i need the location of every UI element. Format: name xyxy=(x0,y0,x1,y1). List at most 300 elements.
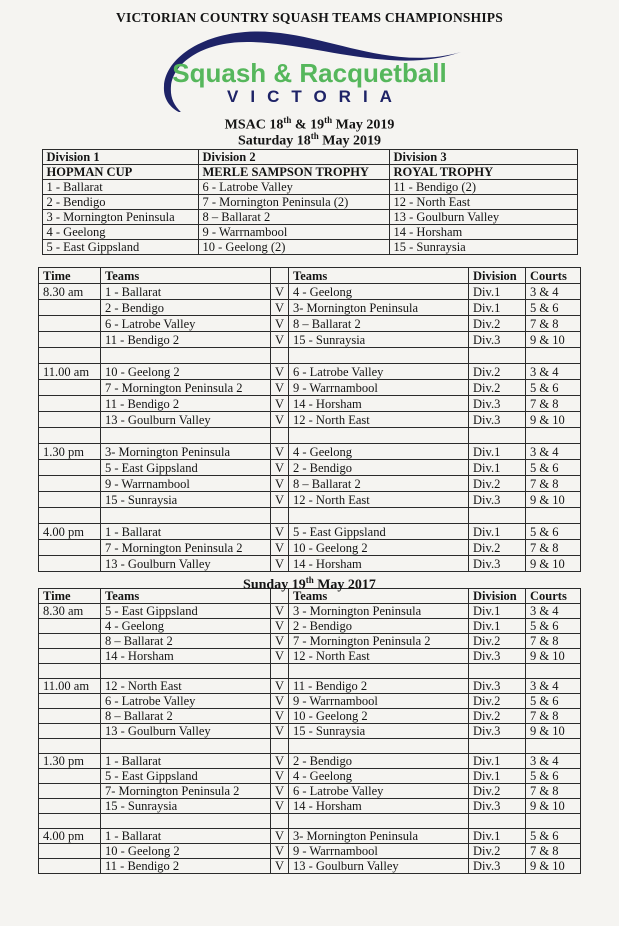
courts-cell: 7 & 8 xyxy=(526,844,581,859)
sunday-heading xyxy=(0,572,619,593)
team-name-cell: 1 - Ballarat xyxy=(42,180,198,195)
divisions-table xyxy=(42,149,578,255)
versus-cell: V xyxy=(271,460,289,476)
versus-cell: V xyxy=(271,524,289,540)
team-name-cell: 7 - Mornington Peninsula (2) xyxy=(198,195,389,210)
time-cell: 8.30 am xyxy=(39,604,101,619)
empty-cell xyxy=(469,814,526,829)
empty-cell xyxy=(289,348,469,364)
division-cell: Div.3 xyxy=(469,724,526,739)
courts-cell: 7 & 8 xyxy=(526,316,581,332)
division-cell: Div.1 xyxy=(469,524,526,540)
column-header-cell: Teams xyxy=(101,268,271,284)
division-cell: Div.3 xyxy=(469,396,526,412)
time-cell xyxy=(39,634,101,649)
versus-cell: V xyxy=(271,364,289,380)
courts-cell: 9 & 10 xyxy=(526,412,581,428)
time-cell xyxy=(39,380,101,396)
division-cell: Div.3 xyxy=(469,332,526,348)
sunday-heading-text: May 2017 xyxy=(313,577,376,593)
team2-cell: 2 - Bendigo xyxy=(289,754,469,769)
team1-cell: 9 - Warrnambool xyxy=(101,476,271,492)
courts-cell: 3 & 4 xyxy=(526,444,581,460)
empty-cell xyxy=(101,814,271,829)
division-cell: Div.1 xyxy=(469,829,526,844)
team-name-cell: 3 - Mornington Peninsula xyxy=(42,210,198,225)
match-row xyxy=(39,634,581,649)
courts-cell: 9 & 10 xyxy=(526,556,581,572)
versus-cell: V xyxy=(271,284,289,300)
team-name-cell: 5 - East Gippsland xyxy=(42,240,198,255)
division-cell: Div.1 xyxy=(469,444,526,460)
team1-cell: 13 - Goulburn Valley xyxy=(101,556,271,572)
match-row xyxy=(39,476,581,492)
team2-cell: 10 - Geelong 2 xyxy=(289,540,469,556)
courts-cell: 5 & 6 xyxy=(526,380,581,396)
empty-cell xyxy=(271,508,289,524)
team2-cell: 14 - Horsham xyxy=(289,799,469,814)
column-header-cell: Courts xyxy=(526,268,581,284)
empty-cell xyxy=(39,814,101,829)
venue-date-line xyxy=(0,112,619,133)
saturday-heading xyxy=(0,128,619,149)
team2-cell: 8 – Ballarat 2 xyxy=(289,316,469,332)
team1-cell: 10 - Geelong 2 xyxy=(101,364,271,380)
versus-cell: V xyxy=(271,649,289,664)
time-cell xyxy=(39,300,101,316)
division-cell: Div.2 xyxy=(469,709,526,724)
team1-cell: 6 - Latrobe Valley xyxy=(101,316,271,332)
team2-cell: 2 - Bendigo xyxy=(289,460,469,476)
sunday-heading-text: Sunday 19 xyxy=(243,577,306,593)
versus-cell: V xyxy=(271,604,289,619)
versus-cell: V xyxy=(271,492,289,508)
empty-cell xyxy=(271,814,289,829)
team1-cell: 10 - Geelong 2 xyxy=(101,844,271,859)
saturday-heading-text: May 2019 xyxy=(318,133,381,149)
saturday-schedule-table xyxy=(38,267,581,572)
team2-cell: 4 - Geelong xyxy=(289,769,469,784)
team1-cell: 5 - East Gippsland xyxy=(101,460,271,476)
empty-cell xyxy=(526,428,581,444)
versus-cell: V xyxy=(271,300,289,316)
versus-cell: V xyxy=(271,380,289,396)
courts-cell: 3 & 4 xyxy=(526,679,581,694)
division-name-cell: Division 1 xyxy=(42,150,198,165)
time-cell xyxy=(39,769,101,784)
time-cell xyxy=(39,799,101,814)
empty-cell xyxy=(469,348,526,364)
versus-cell: V xyxy=(271,540,289,556)
empty-cell xyxy=(101,664,271,679)
time-cell xyxy=(39,724,101,739)
courts-cell: 5 & 6 xyxy=(526,460,581,476)
time-cell: 4.00 pm xyxy=(39,829,101,844)
courts-cell: 5 & 6 xyxy=(526,300,581,316)
division-cell: Div.2 xyxy=(469,540,526,556)
team2-cell: 11 - Bendigo 2 xyxy=(289,679,469,694)
empty-cell xyxy=(101,508,271,524)
empty-cell xyxy=(271,428,289,444)
squash-racquetball-victoria-logo xyxy=(145,26,475,112)
versus-cell: V xyxy=(271,476,289,492)
team1-cell: 12 - North East xyxy=(101,679,271,694)
time-cell xyxy=(39,649,101,664)
empty-cell xyxy=(526,739,581,754)
team-name-cell: 15 - Sunraysia xyxy=(389,240,577,255)
team1-cell: 6 - Latrobe Valley xyxy=(101,694,271,709)
time-cell: 1.30 pm xyxy=(39,754,101,769)
column-header-cell xyxy=(271,268,289,284)
spacer-row xyxy=(39,348,581,364)
empty-cell xyxy=(39,428,101,444)
column-header-cell: Time xyxy=(39,589,101,604)
match-row xyxy=(39,649,581,664)
team2-cell: 9 - Warrnambool xyxy=(289,694,469,709)
division-cell: Div.2 xyxy=(469,844,526,859)
team-name-cell: 10 - Geelong (2) xyxy=(198,240,389,255)
time-cell: 11.00 am xyxy=(39,679,101,694)
division-cell: Div.2 xyxy=(469,380,526,396)
match-row xyxy=(39,799,581,814)
team2-cell: 8 – Ballarat 2 xyxy=(289,476,469,492)
division-cell: Div.2 xyxy=(469,694,526,709)
time-cell xyxy=(39,396,101,412)
match-row xyxy=(39,679,581,694)
match-row xyxy=(39,709,581,724)
courts-cell: 9 & 10 xyxy=(526,724,581,739)
courts-cell: 3 & 4 xyxy=(526,284,581,300)
division-header-row xyxy=(42,150,577,165)
match-row xyxy=(39,380,581,396)
team-name-cell: 4 - Geelong xyxy=(42,225,198,240)
spacer-row xyxy=(39,739,581,754)
time-cell: 11.00 am xyxy=(39,364,101,380)
versus-cell: V xyxy=(271,799,289,814)
match-row xyxy=(39,284,581,300)
match-row xyxy=(39,524,581,540)
trophy-name-cell: ROYAL TROPHY xyxy=(389,165,577,180)
empty-cell xyxy=(526,664,581,679)
courts-cell: 7 & 8 xyxy=(526,634,581,649)
saturday-heading-text: Saturday 18 xyxy=(238,133,311,149)
team1-cell: 13 - Goulburn Valley xyxy=(101,724,271,739)
courts-cell: 7 & 8 xyxy=(526,709,581,724)
column-header-cell: Teams xyxy=(289,589,469,604)
empty-cell xyxy=(289,739,469,754)
versus-cell: V xyxy=(271,844,289,859)
page-title: VICTORIAN COUNTRY SQUASH TEAMS CHAMPIONSHIPS xyxy=(116,10,503,25)
empty-cell xyxy=(526,348,581,364)
sunday-schedule-table xyxy=(38,588,581,874)
division-cell: Div.1 xyxy=(469,769,526,784)
team2-cell: 15 - Sunraysia xyxy=(289,332,469,348)
courts-cell: 5 & 6 xyxy=(526,619,581,634)
team1-cell: 8 – Ballarat 2 xyxy=(101,709,271,724)
division-team-row xyxy=(42,240,577,255)
column-header-cell: Division xyxy=(469,589,526,604)
team-name-cell: 13 - Goulburn Valley xyxy=(389,210,577,225)
time-cell xyxy=(39,412,101,428)
division-team-row xyxy=(42,195,577,210)
match-row xyxy=(39,300,581,316)
time-cell xyxy=(39,784,101,799)
time-cell xyxy=(39,694,101,709)
team1-cell: 7 - Mornington Peninsula 2 xyxy=(101,380,271,396)
column-header-cell: Teams xyxy=(101,589,271,604)
time-cell: 4.00 pm xyxy=(39,524,101,540)
team-name-cell: 11 - Bendigo (2) xyxy=(389,180,577,195)
saturday-heading-superscript: th xyxy=(310,131,319,141)
team1-cell: 15 - Sunraysia xyxy=(101,492,271,508)
courts-cell: 3 & 4 xyxy=(526,754,581,769)
empty-cell xyxy=(101,739,271,754)
match-row xyxy=(39,604,581,619)
team2-cell: 14 - Horsham xyxy=(289,556,469,572)
empty-cell xyxy=(469,508,526,524)
team1-cell: 7- Mornington Peninsula 2 xyxy=(101,784,271,799)
versus-cell: V xyxy=(271,694,289,709)
division-cell: Div.1 xyxy=(469,300,526,316)
empty-cell xyxy=(39,508,101,524)
versus-cell: V xyxy=(271,859,289,874)
versus-cell: V xyxy=(271,754,289,769)
division-cell: Div.2 xyxy=(469,364,526,380)
team2-cell: 14 - Horsham xyxy=(289,396,469,412)
division-cell: Div.2 xyxy=(469,316,526,332)
team1-cell: 15 - Sunraysia xyxy=(101,799,271,814)
venue-date-text: MSAC 18 xyxy=(224,117,284,133)
team2-cell: 2 - Bendigo xyxy=(289,619,469,634)
team1-cell: 8 – Ballarat 2 xyxy=(101,634,271,649)
spacer-row xyxy=(39,508,581,524)
match-row xyxy=(39,784,581,799)
team2-cell: 3- Mornington Peninsula xyxy=(289,300,469,316)
empty-cell xyxy=(39,739,101,754)
courts-cell: 7 & 8 xyxy=(526,784,581,799)
division-team-row xyxy=(42,225,577,240)
time-cell xyxy=(39,556,101,572)
time-cell xyxy=(39,709,101,724)
empty-cell xyxy=(39,664,101,679)
courts-cell: 5 & 6 xyxy=(526,694,581,709)
courts-cell: 5 & 6 xyxy=(526,769,581,784)
courts-cell: 9 & 10 xyxy=(526,649,581,664)
courts-cell: 9 & 10 xyxy=(526,332,581,348)
division-cell: Div.2 xyxy=(469,634,526,649)
column-header-cell: Teams xyxy=(289,268,469,284)
match-row xyxy=(39,444,581,460)
time-cell xyxy=(39,619,101,634)
empty-cell xyxy=(101,428,271,444)
division-team-row xyxy=(42,210,577,225)
team-name-cell: 2 - Bendigo xyxy=(42,195,198,210)
time-cell xyxy=(39,540,101,556)
team-name-cell: 8 – Ballarat 2 xyxy=(198,210,389,225)
team-name-cell: 12 - North East xyxy=(389,195,577,210)
match-row xyxy=(39,332,581,348)
team2-cell: 4 - Geelong xyxy=(289,444,469,460)
team2-cell: 15 - Sunraysia xyxy=(289,724,469,739)
time-cell xyxy=(39,476,101,492)
team1-cell: 3- Mornington Peninsula xyxy=(101,444,271,460)
empty-cell xyxy=(271,664,289,679)
division-name-cell: Division 2 xyxy=(198,150,389,165)
team1-cell: 7 - Mornington Peninsula 2 xyxy=(101,540,271,556)
time-cell xyxy=(39,332,101,348)
column-header-cell: Time xyxy=(39,268,101,284)
courts-cell: 7 & 8 xyxy=(526,476,581,492)
schedule-header-row xyxy=(39,268,581,284)
logo-victoria-text: VICTORIA xyxy=(227,87,404,106)
match-row xyxy=(39,754,581,769)
versus-cell: V xyxy=(271,396,289,412)
team2-cell: 12 - North East xyxy=(289,649,469,664)
versus-cell: V xyxy=(271,829,289,844)
match-row xyxy=(39,540,581,556)
division-cell: Div.3 xyxy=(469,679,526,694)
team2-cell: 13 - Goulburn Valley xyxy=(289,859,469,874)
time-cell: 1.30 pm xyxy=(39,444,101,460)
division-cell: Div.3 xyxy=(469,859,526,874)
spacer-row xyxy=(39,814,581,829)
versus-cell: V xyxy=(271,444,289,460)
versus-cell: V xyxy=(271,784,289,799)
division-cell: Div.3 xyxy=(469,412,526,428)
time-cell xyxy=(39,844,101,859)
time-cell xyxy=(39,492,101,508)
division-cell: Div.1 xyxy=(469,284,526,300)
trophy-header-row xyxy=(42,165,577,180)
courts-cell: 9 & 10 xyxy=(526,799,581,814)
time-cell: 8.30 am xyxy=(39,284,101,300)
venue-date-superscript: th xyxy=(283,115,292,125)
match-row xyxy=(39,412,581,428)
division-cell: Div.2 xyxy=(469,784,526,799)
courts-cell: 5 & 6 xyxy=(526,829,581,844)
courts-cell: 3 & 4 xyxy=(526,604,581,619)
team2-cell: 12 - North East xyxy=(289,492,469,508)
trophy-name-cell: HOPMAN CUP xyxy=(42,165,198,180)
division-team-row xyxy=(42,180,577,195)
division-cell: Div.3 xyxy=(469,649,526,664)
team2-cell: 9 - Warrnambool xyxy=(289,844,469,859)
empty-cell xyxy=(289,428,469,444)
match-row xyxy=(39,694,581,709)
team2-cell: 6 - Latrobe Valley xyxy=(289,784,469,799)
team2-cell: 5 - East Gippsland xyxy=(289,524,469,540)
versus-cell: V xyxy=(271,724,289,739)
versus-cell: V xyxy=(271,709,289,724)
team-name-cell: 9 - Warrnambool xyxy=(198,225,389,240)
match-row xyxy=(39,316,581,332)
courts-cell: 7 & 8 xyxy=(526,540,581,556)
schedule-header-row xyxy=(39,589,581,604)
match-row xyxy=(39,556,581,572)
sunday-heading-superscript: th xyxy=(305,575,314,585)
division-cell: Div.3 xyxy=(469,556,526,572)
courts-cell: 9 & 10 xyxy=(526,859,581,874)
team2-cell: 7 - Mornington Peninsula 2 xyxy=(289,634,469,649)
match-row xyxy=(39,724,581,739)
team2-cell: 6 - Latrobe Valley xyxy=(289,364,469,380)
empty-cell xyxy=(289,664,469,679)
team2-cell: 3- Mornington Peninsula xyxy=(289,829,469,844)
versus-cell: V xyxy=(271,679,289,694)
empty-cell xyxy=(289,508,469,524)
match-row xyxy=(39,769,581,784)
team1-cell: 1 - Ballarat xyxy=(101,284,271,300)
column-header-cell: Courts xyxy=(526,589,581,604)
versus-cell: V xyxy=(271,316,289,332)
match-row xyxy=(39,829,581,844)
match-row xyxy=(39,364,581,380)
team1-cell: 11 - Bendigo 2 xyxy=(101,859,271,874)
team2-cell: 10 - Geelong 2 xyxy=(289,709,469,724)
team1-cell: 2 - Bendigo xyxy=(101,300,271,316)
team2-cell: 4 - Geelong xyxy=(289,284,469,300)
team1-cell: 1 - Ballarat xyxy=(101,754,271,769)
venue-date-text: & 19 xyxy=(291,117,325,133)
division-cell: Div.1 xyxy=(469,604,526,619)
team-name-cell: 6 - Latrobe Valley xyxy=(198,180,389,195)
team1-cell: 1 - Ballarat xyxy=(101,524,271,540)
time-cell xyxy=(39,316,101,332)
team2-cell: 9 - Warrnambool xyxy=(289,380,469,396)
match-row xyxy=(39,492,581,508)
team1-cell: 11 - Bendigo 2 xyxy=(101,396,271,412)
division-cell: Div.2 xyxy=(469,476,526,492)
empty-cell xyxy=(469,664,526,679)
empty-cell xyxy=(469,428,526,444)
match-row xyxy=(39,844,581,859)
team1-cell: 5 - East Gippsland xyxy=(101,769,271,784)
empty-cell xyxy=(526,508,581,524)
team1-cell: 14 - Horsham xyxy=(101,649,271,664)
team1-cell: 1 - Ballarat xyxy=(101,829,271,844)
empty-cell xyxy=(271,739,289,754)
match-row xyxy=(39,859,581,874)
team1-cell: 11 - Bendigo 2 xyxy=(101,332,271,348)
versus-cell: V xyxy=(271,556,289,572)
empty-cell xyxy=(469,739,526,754)
empty-cell xyxy=(526,814,581,829)
team1-cell: 5 - East Gippsland xyxy=(101,604,271,619)
logo-brand-text: Squash & Racquetball xyxy=(172,58,447,88)
match-row xyxy=(39,396,581,412)
courts-cell: 7 & 8 xyxy=(526,396,581,412)
versus-cell: V xyxy=(271,619,289,634)
team2-cell: 12 - North East xyxy=(289,412,469,428)
division-cell: Div.1 xyxy=(469,460,526,476)
empty-cell xyxy=(39,348,101,364)
venue-date-superscript: th xyxy=(324,115,333,125)
team1-cell: 13 - Goulburn Valley xyxy=(101,412,271,428)
team2-cell: 3 - Mornington Peninsula xyxy=(289,604,469,619)
team-name-cell: 14 - Horsham xyxy=(389,225,577,240)
spacer-row xyxy=(39,664,581,679)
versus-cell: V xyxy=(271,332,289,348)
division-cell: Div.3 xyxy=(469,492,526,508)
empty-cell xyxy=(101,348,271,364)
trophy-name-cell: MERLE SAMPSON TROPHY xyxy=(198,165,389,180)
versus-cell: V xyxy=(271,769,289,784)
division-name-cell: Division 3 xyxy=(389,150,577,165)
division-cell: Div.1 xyxy=(469,754,526,769)
division-cell: Div.3 xyxy=(469,799,526,814)
column-header-cell: Division xyxy=(469,268,526,284)
match-row xyxy=(39,460,581,476)
